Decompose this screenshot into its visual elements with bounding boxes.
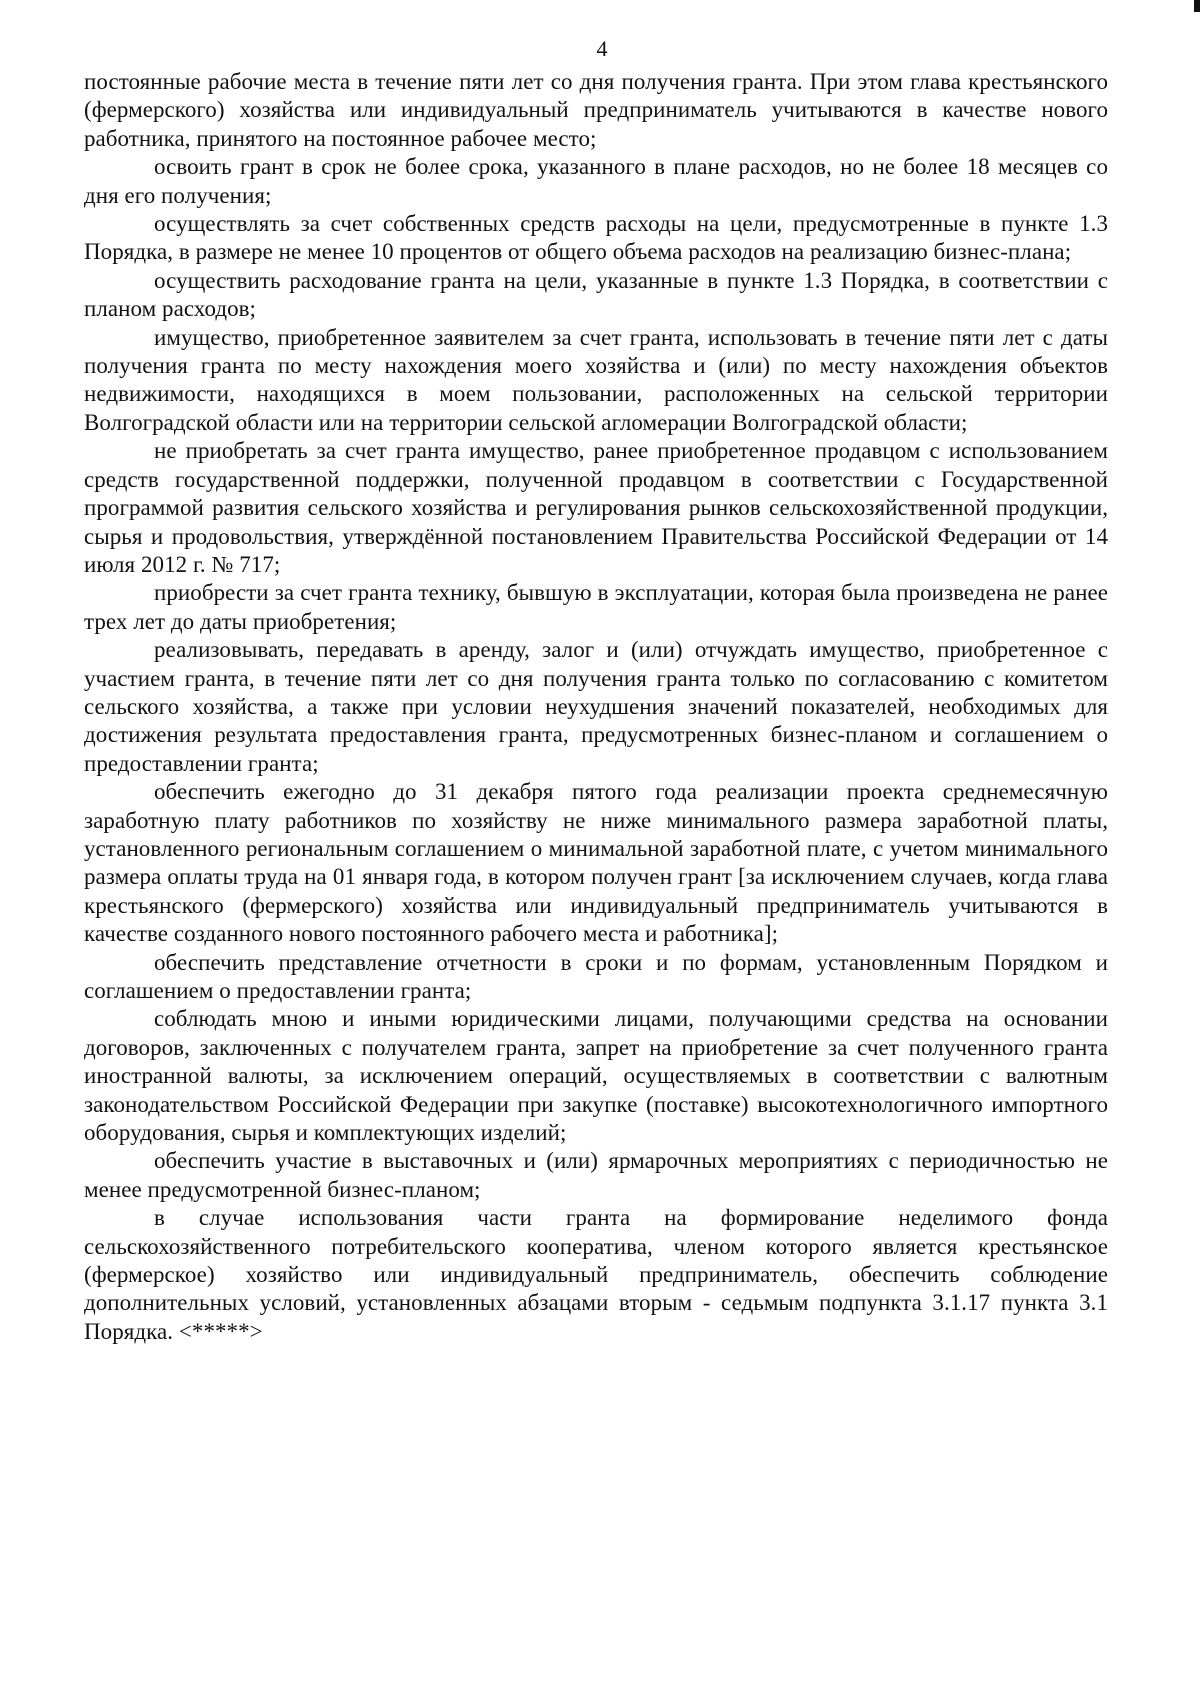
paragraph-cooperative-fund: в случае использования части гранта на формирование неделимого фонда сельскохозяйственного потребительского кооператива, членом которого является крестьянское (фермерское) хозяйство или индивидуальный предприниматель, обеспечить соблюдение дополнительных условий, установленных абзацами вторым - седьмым подпункта 3.1.17 пункта 3.1 Порядка. <*****> — [84, 1205, 1108, 1344]
paragraph-grant-term: освоить грант в срок не более срока, указанного в плане расходов, но не более 18 месяцев со дня его получения; — [84, 154, 1108, 208]
paragraph-currency-ban: соблюдать мною и иными юридическими лицами, получающими средства на основании договоров, заключенных с получателем гранта, запрет на приобретение за счет полученного гранта иностранной валюты, за исключением операций, осуществляемых в соответствии с валютным законодательством Российской Федерации при закупке (поставке) высокотехнологичного импортного оборудования, сырья и комплектующих изделий; — [84, 1006, 1108, 1146]
paragraph-no-subsidized-property: не приобретать за счет гранта имущество, ранее приобретенное продавцом с использованием средств государственной поддержки, полученной продавцом в соответствии с Государственной программой развития сельского хозяйства и регулирования рынков сельскохозяйственной продукции, сырья и продовольствия, утверждённой постановлением Правительства Российской Федерации от 14 июля 2012 г. № 717; — [84, 438, 1108, 577]
paragraph-salary: обеспечить ежегодно до 31 декабря пятого года реализации проекта среднемесячную заработную плату работников по хозяйству не ниже минимального размера заработной платы, установленного региональным соглашением о минимальной заработной плате, с учетом минимального размера оплаты труда на 01 января года, в котором получен грант [за исключением случаев, когда глава крестьянского (фермерского) хозяйства или индивидуальный предприниматель учитываются в качестве созданного нового постоянного рабочего места и работника]; — [84, 779, 1108, 947]
paragraph-own-funds: осуществлять за счет собственных средств расходы на цели, предусмотренные в пункте 1.3 Порядка, в размере не менее 10 процентов от общего объема расходов на реализацию бизнес-плана; — [84, 211, 1108, 265]
paragraph-exhibitions: обеспечить участие в выставочных и (или) ярмарочных мероприятиях с периодичностью не менее предусмотренной бизнес-планом; — [84, 1148, 1108, 1202]
scan-edge-mark — [1194, 0, 1200, 12]
paragraph-continuation: постоянные рабочие места в течение пяти лет со дня получения гранта. При этом глава крестьянского (фермерского) хозяйства или индивидуальный предприниматель учитываются в качестве нового работника, принятого на постоянное рабочее место; — [84, 69, 1108, 151]
paragraph-property-disposal: реализовывать, передавать в аренду, залог и (или) отчуждать имущество, приобретенное с участием гранта, в течение пяти лет со дня получения гранта только по согласованию с комитетом сельского хозяйства, а также при условии неухудшения значений показателей, необходимых для достижения результата предоставления гранта, предусмотренных бизнес-планом и соглашением о предоставлении гранта; — [84, 637, 1108, 776]
document-page — [84, 36, 1108, 1676]
paragraph-used-equipment: приобрести за счет гранта технику, бывшую в эксплуатации, которая была произведена не ранее трех лет до даты приобретения; — [84, 580, 1108, 634]
paragraph-spending-plan: осуществить расходование гранта на цели, указанные в пункте 1.3 Порядка, в соответствии с планом расходов; — [84, 267, 1108, 322]
page-number: 4 — [596, 36, 608, 61]
document-body — [84, 68, 1108, 1346]
paragraph-property-use: имущество, приобретенное заявителем за счет гранта, использовать в течение пяти лет с даты получения гранта по месту нахождения моего хозяйства и (или) по месту нахождения объектов недвижимости, находящихся в моем пользовании, расположенных на сельской территории Волгоградской области или на территории сельской агломерации Волгоградской области; — [84, 324, 1108, 435]
paragraph-reporting: обеспечить представление отчетности в сроки и по формам, установленным Порядком и соглашением о предоставлении гранта; — [84, 949, 1108, 1003]
